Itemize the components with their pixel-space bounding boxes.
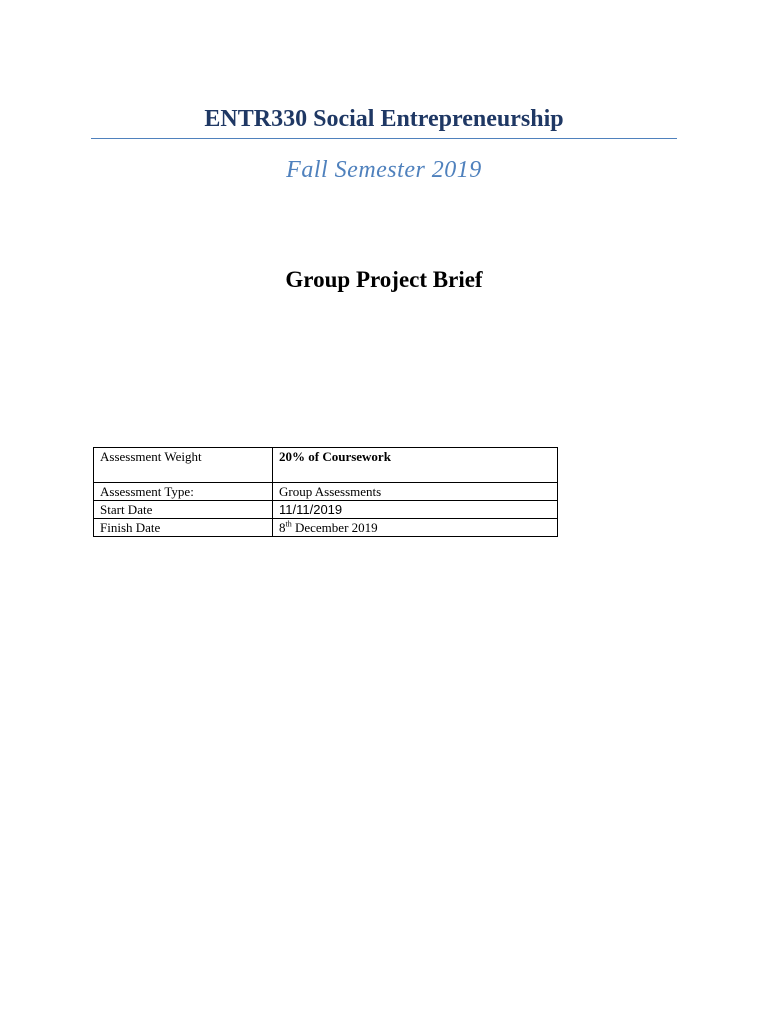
table-row <box>94 448 558 483</box>
ordinal-suffix: th <box>285 519 292 529</box>
brief-title: Group Project Brief <box>285 267 483 292</box>
row-value: Group Assessments <box>273 483 558 501</box>
semester-subtitle: Fall Semester 2019 <box>286 157 482 183</box>
table-row <box>94 501 558 519</box>
table-row <box>94 483 558 501</box>
table-row <box>94 519 558 537</box>
title-divider <box>91 138 677 139</box>
finish-month-year: December 2019 <box>291 520 378 535</box>
row-label: Assessment Type: <box>94 483 273 501</box>
row-label: Start Date <box>94 501 273 519</box>
row-value: 20% of Coursework <box>273 448 558 483</box>
assessment-table <box>93 447 558 537</box>
row-label: Assessment Weight <box>94 448 273 483</box>
row-value: 11/11/2019 <box>273 501 558 519</box>
row-value <box>273 519 558 537</box>
row-label: Finish Date <box>94 519 273 537</box>
finish-day: 8 <box>279 520 286 535</box>
course-title: ENTR330 Social Entrepreneurship <box>204 106 564 132</box>
